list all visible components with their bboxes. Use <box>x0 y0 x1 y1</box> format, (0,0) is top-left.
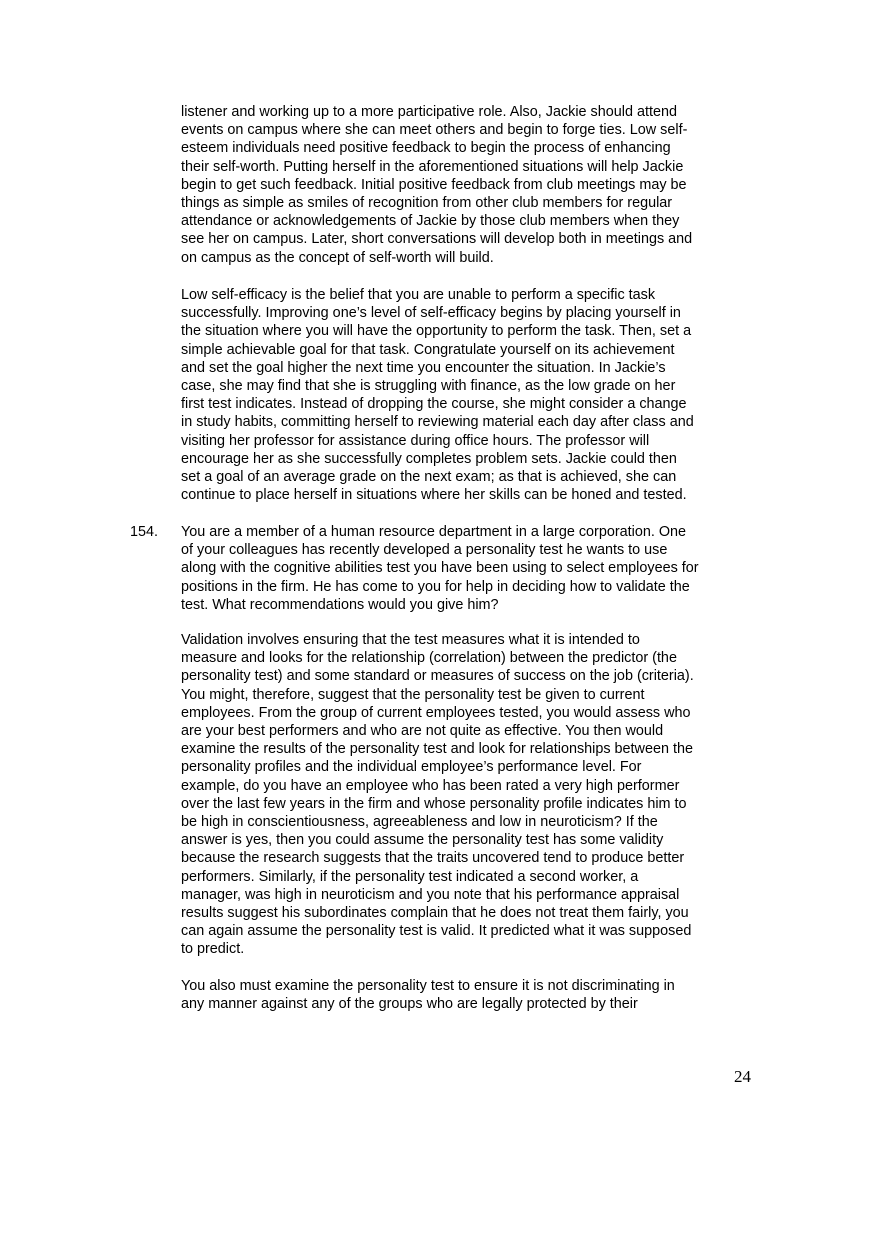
text-line: encourage her as she successfully completes problem sets. Jackie could then <box>181 450 677 467</box>
text-line: and set the goal higher the next time you encounter the situation. In Jackie’s <box>181 359 666 376</box>
text-line: because the research suggests that the traits uncovered tend to produce better <box>181 850 685 867</box>
text-line: measure and looks for the relationship (correlation) between the predictor (the <box>181 650 677 667</box>
text-line: over the last few years in the firm and whose personality profile indicates him to <box>181 795 687 812</box>
text-line: You might, therefore, suggest that the personality test be given to current <box>181 686 645 703</box>
text-line: examine the results of the personality test and look for relationships between the <box>181 741 693 758</box>
text-line: begin to get such feedback. Initial positive feedback from club meetings may be <box>181 176 687 193</box>
text-line: personality test) and some standard or measures of success on the job (criteria). <box>181 668 694 685</box>
text-line: see her on campus. Later, short conversations will develop both in meetings and <box>181 231 693 248</box>
text-line: esteem individuals need positive feedback to begin the process of enhancing <box>181 140 671 157</box>
text-line: example, do you have an employee who has been rated a very high performer <box>181 777 680 794</box>
text-line: the situation where you will have the opportunity to perform the task. Then, set a <box>181 323 692 340</box>
text-line: You are a member of a human resource department in a large corporation. One <box>181 524 687 540</box>
text-line: set a goal of an average grade on the next exam; as that is achieved, she can <box>181 469 677 486</box>
text-line: performers. Similarly, if the personality test indicated a second worker, a <box>181 868 639 885</box>
text-line: Validation involves ensuring that the test measures what it is intended to <box>181 632 640 648</box>
text-line: visiting her professor for assistance during office hours. The professor will <box>181 432 650 449</box>
text-line: events on campus where she can meet others and begin to forge ties. Low self- <box>181 122 688 139</box>
text-line: test. What recommendations would you give him? <box>181 596 499 613</box>
paragraph-self-efficacy <box>181 286 756 504</box>
text-line: first test indicates. Instead of dropping the course, she might consider a change <box>181 396 687 413</box>
text-line: positions in the firm. He has come to you for help in deciding how to validate the <box>181 578 690 595</box>
text-line: manager, was high in neuroticism and you note that his performance appraisal <box>181 886 680 903</box>
text-line: successfully. Improving one’s level of self-efficacy begins by placing yourself in <box>181 305 681 322</box>
text-line: continue to place herself in situations where her skills can be honed and tested. <box>181 487 687 504</box>
text-line: are your best performers and who are not quite as effective. You then would <box>181 723 664 740</box>
question-154 <box>181 523 756 614</box>
text-line: on campus as the concept of self-worth will build. <box>181 249 494 266</box>
text-line: simple achievable goal for that task. Congratulate yourself on its achievement <box>181 341 675 358</box>
text-line: employees. From the group of current employees tested, you would assess who <box>181 704 691 721</box>
paragraph-discrimination <box>181 977 756 1013</box>
text-line: case, she may find that she is struggling with finance, as the low grade on her <box>181 378 676 395</box>
text-line: things as simple as smiles of recognition from other club members for regular <box>181 195 673 212</box>
text-line: Low self-efficacy is the belief that you are unable to perform a specific task <box>181 287 656 303</box>
text-line: any manner against any of the groups who are legally protected by their <box>181 996 638 1013</box>
text-line: You also must examine the personality test to ensure it is not discriminating in <box>181 978 675 994</box>
text-line: of your colleagues has recently developed a personality test he wants to use <box>181 542 668 559</box>
page-number: 24 <box>734 1067 751 1086</box>
paragraph-validation <box>181 631 756 959</box>
paragraph-jackie-feedback <box>181 103 756 267</box>
text-line: in study habits, committing herself to reviewing material each day after class and <box>181 414 694 431</box>
text-line: answer is yes, then you could assume the personality test has some validity <box>181 832 664 849</box>
text-line: personality profiles and the individual employee’s performance level. For <box>181 759 642 776</box>
question-number: 154. <box>130 524 159 540</box>
text-line: results suggest his subordinates complain that he does not treat them fairly, you <box>181 905 689 922</box>
text-line: their self-worth. Putting herself in the aforementioned situations will help Jackie <box>181 158 684 175</box>
text-line: along with the cognitive abilities test you have been using to select employees for <box>181 560 699 577</box>
text-line: be high in conscientiousness, agreeableness and low in neuroticism? If the <box>181 814 658 831</box>
text-line: to predict. <box>181 941 245 958</box>
text-line: attendance or acknowledgements of Jackie by those club members when they <box>181 213 680 230</box>
text-line: listener and working up to a more participative role. Also, Jackie should attend <box>181 104 677 120</box>
text-line: can again assume the personality test is valid. It predicted what it was supposed <box>181 923 692 940</box>
